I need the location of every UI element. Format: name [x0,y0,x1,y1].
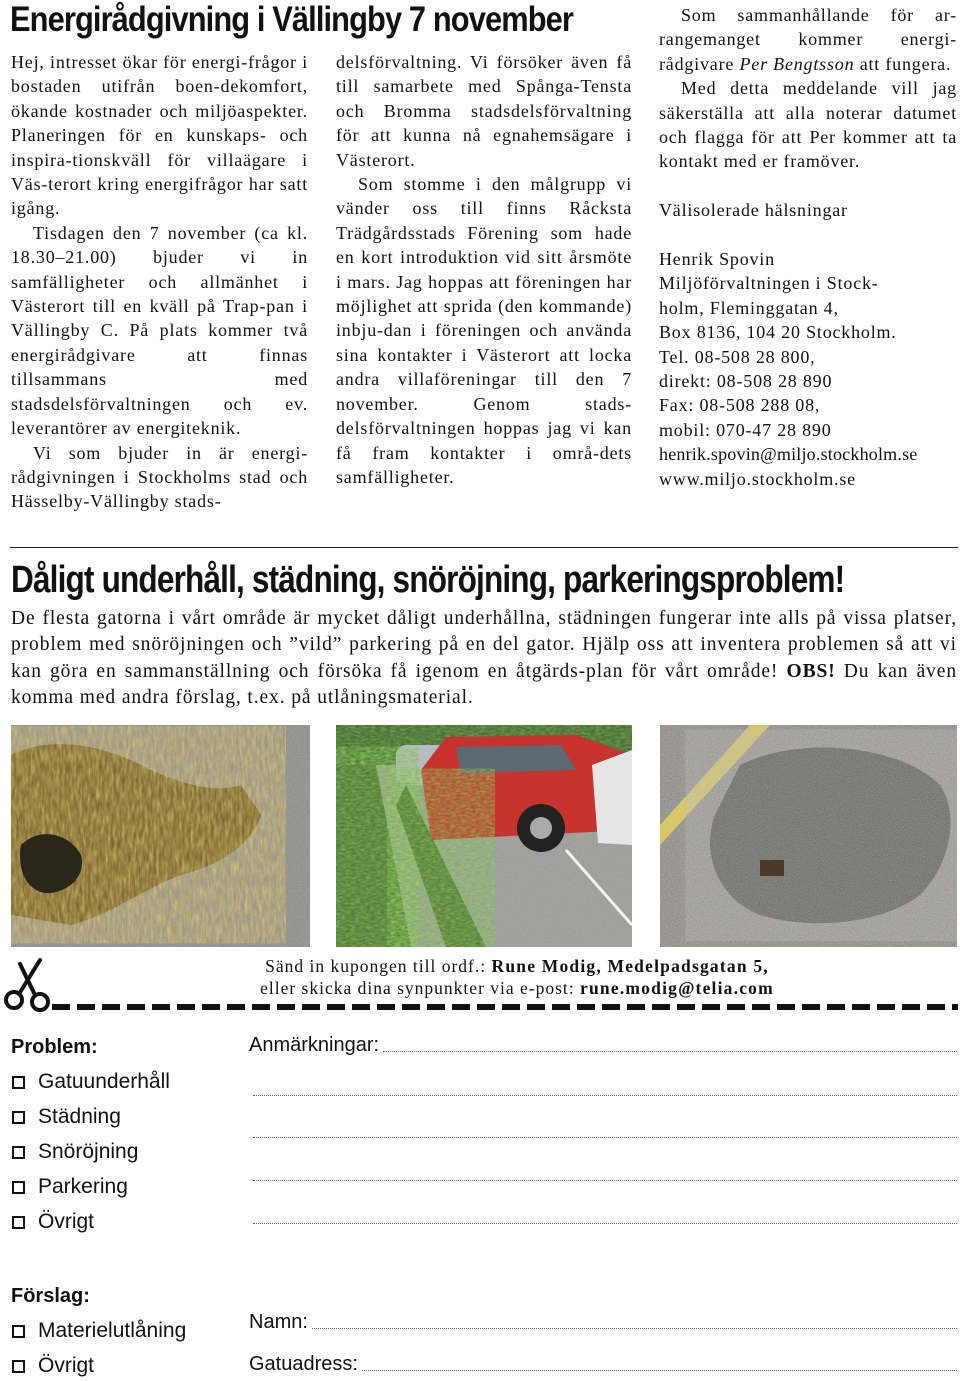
checkbox-box[interactable] [12,1325,25,1338]
checkbox-label: Snöröjning [38,1140,139,1163]
signature-line: direkt: 08-508 28 890 [659,371,833,392]
remarks-label: Anmärkningar: [249,1034,380,1056]
paragraph: Som stomme i den målgrupp vi vänder oss till finns Råcksta Trädgårdsstads Förening som hade en kort introduktion vid sitt årsmöte i mars. Jag hoppas att föreningen har möjlighet att sprida (den kommande) inbju-dan i föreningen och använda sina kontakter i Västerort att locka andra villaföreningar till den 7 november. Genom stads-delsförvaltningen hoppas jag vi kan få fram kontakter i områ-dets samfälligheter. [336,174,632,487]
signature-web-link[interactable]: www.miljo.stockholm.se [659,468,856,489]
checkbox-ovrigt-problem[interactable] [12,1210,94,1234]
signature-line: Fax: 08-508 288 08, [659,395,821,416]
greeting: Välisolerade hälsningar [659,200,848,221]
checkbox-box[interactable] [12,1360,25,1373]
address-field[interactable] [249,1353,957,1376]
checkbox-label: Materielutlåning [38,1319,187,1342]
checkbox-parkering[interactable] [12,1175,128,1199]
article-column-2 [336,50,632,489]
signature-block [659,271,957,491]
remarks-line[interactable] [253,1095,957,1096]
coupon-email: rune.modig@telia.com [580,978,774,998]
photo-pothole-grass [11,725,310,947]
paragraph: Hej, intresset ökar för energi-frågor i bostaden utifrån boen-dekomfort, ökande kostnader och miljöaspekter. Planeringen för en kunskaps- och inspira-tionskväll för villaägare i Väs-terort kring energifrågor har satt igång. [11,52,308,219]
checkbox-box[interactable] [12,1076,25,1089]
name-line[interactable] [312,1327,957,1329]
paragraph-text: Du kan även komma med andra förslag, t.ex. på utlåningsmaterial. [11,660,958,709]
checkbox-materielutlaning[interactable] [12,1319,186,1343]
signature-line: Tel. 08-508 28 800, [659,346,816,367]
checkbox-stadning[interactable] [12,1105,121,1129]
checkbox-label: Städning [38,1105,121,1128]
paragraph-text: att fungera. [859,53,952,74]
remarks-line[interactable] [253,1137,957,1138]
remarks-field[interactable] [249,1034,957,1057]
article-column-3 [659,3,957,491]
advisor-name: Per Bengtsson [739,53,855,74]
checkbox-snorojning[interactable] [12,1140,138,1164]
checkbox-box[interactable] [12,1111,25,1124]
section-divider [10,547,958,548]
signature-email-link[interactable]: henrik.spovin@miljo.stockholm.se [659,444,918,465]
photo-parked-cars [336,725,632,947]
article-column-1 [11,50,308,514]
obs-label: OBS! [786,660,836,682]
checkbox-label: Parkering [38,1175,128,1198]
paragraph-text: De flesta gatorna i vårt område är mycket dåligt underhållna, städningen fungerar inte alls på vissa platser, problem med snöröjningen och ”vild” parkering på en del gator. Hjälp oss att inventera problemen så att vi kan göra en sammanställning och försöka få igenom en åtgärds-plan för vårt område! [11,608,957,682]
remarks-line[interactable] [253,1223,957,1224]
paragraph: Med detta meddelande vill jag säkerställa att alla noterar datumet och flagga för att Per kommer att ta kontakt med er framöver. [659,78,957,172]
signature-name: Henrik Spovin [659,249,775,270]
problem-heading: Problem: [11,1036,98,1058]
photo-cracked-asphalt [660,725,957,947]
checkbox-box[interactable] [12,1146,25,1159]
checkbox-label: Övrigt [38,1354,95,1377]
checkbox-label: Gatuunderhåll [38,1070,170,1093]
article-title-energy: Energirådgivning i Vällingby 7 november [10,0,573,39]
paragraph-text: Som sammanhållande för ar-rangemanget kommer energi-rådgivare [659,5,957,74]
paragraph [659,3,957,76]
paragraph: delsförvaltning. Vi försöker även få till samarbete med Spånga-Tensta och Bromma stadsdelsförvaltning för att kunna nå egnahemsägare i Västerort. [336,52,632,170]
signature-line: Miljöförvaltningen i Stock-holm, Fleminggatan 4, [659,273,879,318]
paragraph: Vi som bjuder in är energi-rådgivningen i Stockholms stad och Hässelby-Vällingby stads- [11,442,308,512]
checkbox-box[interactable] [12,1181,25,1194]
article-body-maintenance [11,606,957,712]
remarks-line[interactable] [253,1180,957,1181]
signature-line: Box 8136, 104 20 Stockholm. [659,322,897,343]
checkbox-ovrigt-forslag[interactable] [12,1354,94,1378]
cut-line [52,1004,958,1010]
article-title-maintenance: Dåligt underhåll, städning, snöröjning, parkeringsproblem! [11,559,845,601]
coupon-text: Sänd in kupongen till ordf.: [265,956,487,976]
address-label: Gatuadress: [249,1353,358,1375]
checkbox-gatuunderhall[interactable] [12,1070,170,1094]
remarks-line[interactable] [383,1050,957,1052]
coupon-instructions [0,955,960,999]
checkbox-box[interactable] [12,1216,25,1229]
name-field[interactable] [249,1311,957,1334]
name-label: Namn: [249,1311,308,1333]
signature-line: mobil: 070-47 28 890 [659,419,832,440]
suggestion-heading: Förslag: [11,1285,90,1307]
address-line[interactable] [362,1369,957,1371]
coupon-text: eller skicka dina synpunkter via e-post: [260,978,575,998]
paragraph: Tisdagen den 7 november (ca kl. 18.30–21.00) bjuder vi in samfälligheter och allmänhet i Västerort till en kväll på Trap-pan i Vällingby C. På plats kommer två energirådgivare att finnas tillsammans med stadsdelsförvaltningen och ev. leverantörer av energiteknik. [11,222,308,439]
checkbox-label: Övrigt [38,1210,95,1233]
coupon-address: Rune Modig, Medelpadsgatan 5, [491,956,769,976]
